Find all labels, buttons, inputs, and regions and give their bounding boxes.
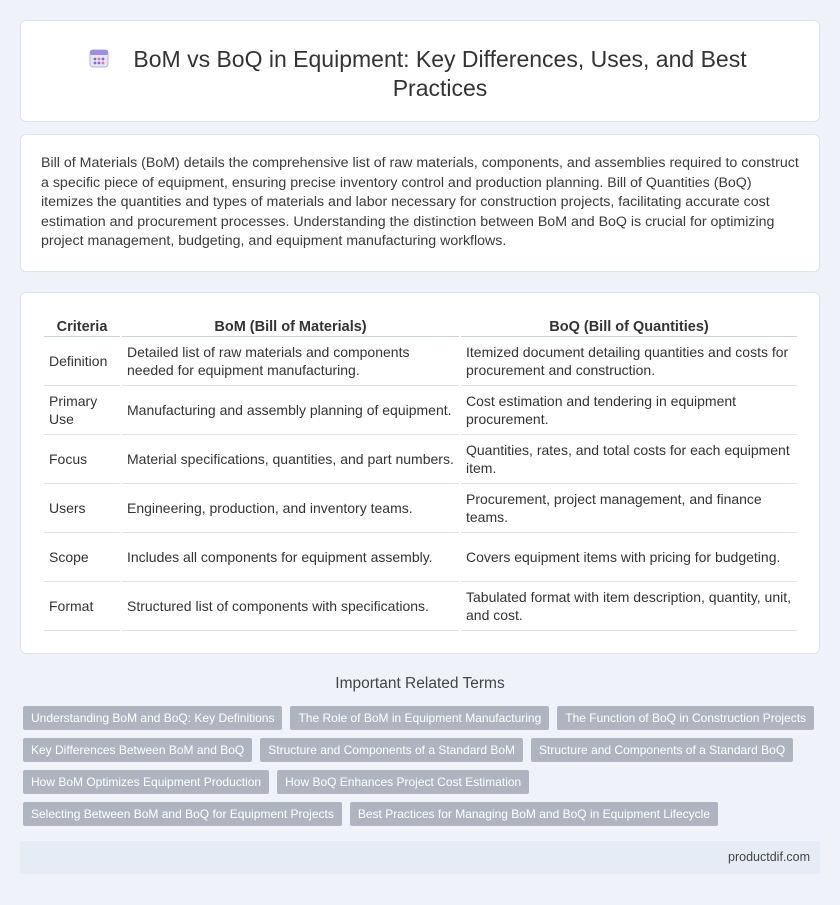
related-term-link[interactable]: Key Differences Between BoM and BoQ bbox=[23, 738, 252, 762]
table-row bbox=[44, 386, 797, 435]
related-term-link[interactable]: The Function of BoQ in Construction Projects bbox=[557, 706, 814, 730]
bom-cell: Detailed list of raw materials and components needed for equipment manufacturing. bbox=[122, 337, 459, 386]
bom-cell: Material specifications, quantities, and part numbers. bbox=[122, 435, 459, 484]
header-bom: BoM (Bill of Materials) bbox=[122, 315, 459, 337]
footer bbox=[20, 841, 820, 874]
related-term-link[interactable]: How BoQ Enhances Project Cost Estimation bbox=[277, 770, 529, 794]
criteria-cell: Definition bbox=[44, 337, 120, 386]
table-row bbox=[44, 484, 797, 533]
related-term-link[interactable]: The Role of BoM in Equipment Manufacturing bbox=[290, 706, 549, 730]
boq-cell: Quantities, rates, and total costs for each equipment item. bbox=[461, 435, 797, 484]
table-row bbox=[44, 337, 797, 386]
criteria-cell: Scope bbox=[44, 533, 120, 582]
header-criteria: Criteria bbox=[44, 315, 120, 337]
tag-row bbox=[23, 706, 823, 730]
table-row bbox=[44, 533, 797, 582]
related-term-link[interactable]: Structure and Components of a Standard BoM bbox=[260, 738, 523, 762]
criteria-cell: Primary Use bbox=[44, 386, 120, 435]
page-title: BoM vs BoQ in Equipment: Key Differences, Uses, and Best Practices bbox=[133, 46, 747, 101]
criteria-cell: Focus bbox=[44, 435, 120, 484]
tag-row bbox=[23, 770, 823, 794]
title-card bbox=[20, 20, 820, 122]
criteria-cell: Users bbox=[44, 484, 120, 533]
footer-site-link[interactable]: productdif.com bbox=[728, 850, 810, 864]
related-terms-heading: Important Related Terms bbox=[335, 675, 505, 692]
table-row bbox=[44, 435, 797, 484]
related-term-link[interactable]: How BoM Optimizes Equipment Production bbox=[23, 770, 269, 794]
boq-cell: Covers equipment items with pricing for budgeting. bbox=[461, 533, 797, 582]
bom-cell: Structured list of components with specifications. bbox=[122, 582, 459, 631]
criteria-cell: Format bbox=[44, 582, 120, 631]
table-row bbox=[44, 582, 797, 631]
related-term-link[interactable]: Structure and Components of a Standard BoQ bbox=[531, 738, 793, 762]
boq-cell: Tabulated format with item description, quantity, unit, and cost. bbox=[461, 582, 797, 631]
related-term-link[interactable]: Understanding BoM and BoQ: Key Definitions bbox=[23, 706, 282, 730]
intro-paragraph: Bill of Materials (BoM) details the comprehensive list of raw materials, components, and assemblies required to construct a specific piece of equipment, ensuring precise inventory control and production planning. Bill of Quantities (BoQ) itemizes the quantities and types of materials and labor necessary for construction projects, facilitating accurate cost estimation and procurement processes. Understanding the distinction between BoM and BoQ is crucial for optimizing project management, budgeting, and equipment manufacturing workflows. bbox=[41, 155, 799, 250]
tag-row bbox=[23, 802, 823, 826]
related-terms-list bbox=[23, 706, 823, 834]
intro-card bbox=[20, 134, 820, 272]
related-term-link[interactable]: Best Practices for Managing BoM and BoQ in Equipment Lifecycle bbox=[350, 802, 718, 826]
bom-cell: Includes all components for equipment assembly. bbox=[122, 533, 459, 582]
bom-cell: Manufacturing and assembly planning of equipment. bbox=[122, 386, 459, 435]
boq-cell: Cost estimation and tendering in equipment procurement. bbox=[461, 386, 797, 435]
boq-cell: Itemized document detailing quantities and costs for procurement and construction. bbox=[461, 337, 797, 386]
comparison-table bbox=[42, 315, 799, 631]
comparison-card bbox=[20, 292, 820, 654]
related-term-link[interactable]: Selecting Between BoM and BoQ for Equipment Projects bbox=[23, 802, 342, 826]
boq-cell: Procurement, project management, and finance teams. bbox=[461, 484, 797, 533]
header-boq: BoQ (Bill of Quantities) bbox=[461, 315, 797, 337]
table-header-row bbox=[44, 315, 797, 337]
tag-row bbox=[23, 738, 823, 762]
bom-cell: Engineering, production, and inventory teams. bbox=[122, 484, 459, 533]
